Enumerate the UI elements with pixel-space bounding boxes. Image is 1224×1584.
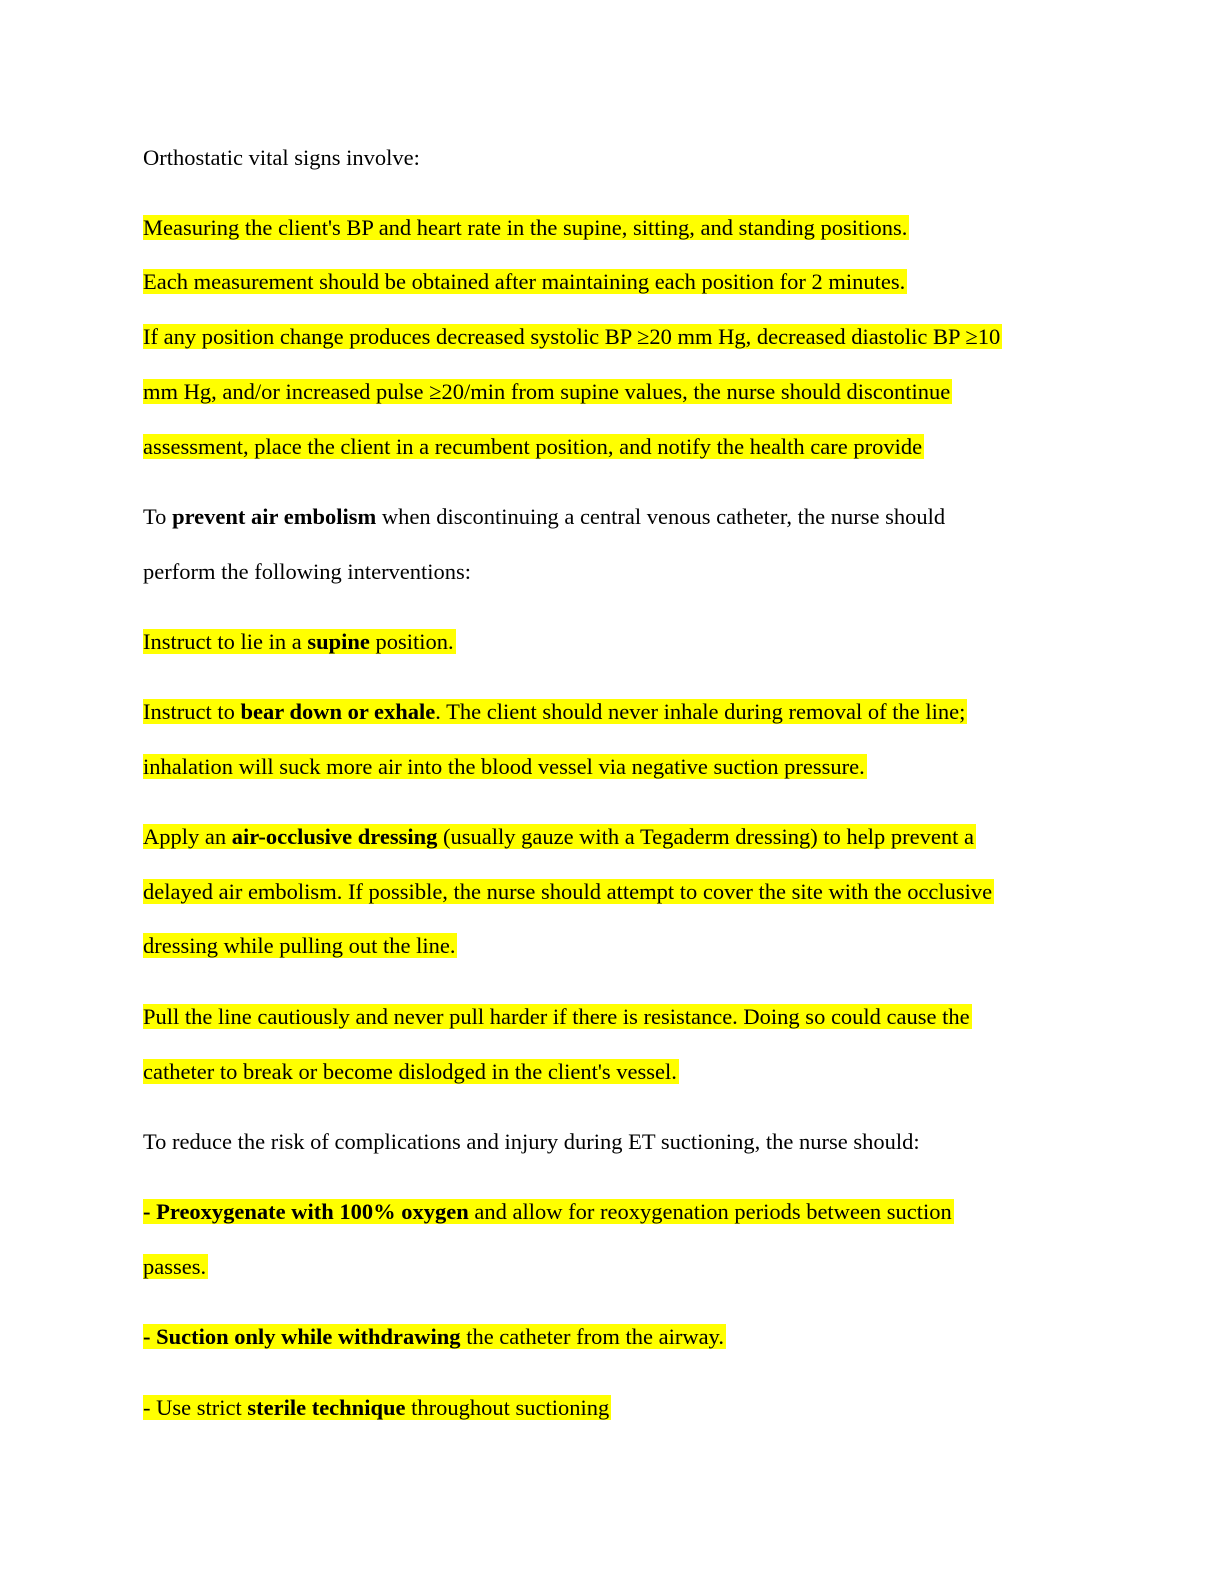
highlighted-text: Apply an air-occlusive dressing (usually gauze with a Tegaderm dressing) to help prevent a [143, 824, 974, 849]
suctioning-heading: To reduce the risk of complications and injury during ET suctioning, the nurse should: [143, 1129, 920, 1154]
highlighted-text: - Suction only while withdrawing the catheter from the airway. [143, 1324, 724, 1349]
orthostatic-item-2-line-4 [143, 433, 924, 460]
suctioning-item-3-line-1 [143, 1394, 611, 1421]
highlighted-text: - Preoxygenate with 100% oxygen and allow for reoxygenation periods between suction [143, 1199, 952, 1224]
highlighted-text: Measuring the client's BP and heart rate in the supine, sitting, and standing positions. [143, 215, 908, 240]
highlighted-text: mm Hg, and/or increased pulse ≥20/min from supine values, the nurse should discontinue [143, 379, 951, 404]
orthostatic-item-2-line-3 [143, 378, 952, 405]
air-embolism-item-2-line-2 [143, 753, 867, 780]
highlighted-text: - Use strict sterile technique throughout suctioning [143, 1395, 610, 1420]
air-embolism-item-3-line-2 [143, 878, 994, 905]
highlighted-text: dressing while pulling out the line. [143, 933, 456, 958]
highlighted-text: Instruct to bear down or exhale. The client should never inhale during removal of the line; [143, 699, 966, 724]
suctioning-item-1-line-1 [143, 1198, 954, 1225]
suctioning-item-1-line-2 [143, 1253, 208, 1280]
air-embolism-item-2-line-1 [143, 698, 967, 725]
orthostatic-item-2-line-2 [143, 323, 1002, 350]
highlighted-text: delayed air embolism. If possible, the nurse should attempt to cover the site with the occlusive [143, 879, 993, 904]
highlighted-text: Instruct to lie in a supine position. [143, 629, 454, 654]
orthostatic-heading: Orthostatic vital signs involve: [143, 145, 420, 170]
highlighted-text: inhalation will suck more air into the blood vessel via negative suction pressure. [143, 754, 865, 779]
air-embolism-item-1-line-1 [143, 628, 456, 655]
highlighted-text: catheter to break or become dislodged in the client's vessel. [143, 1059, 677, 1084]
air-embolism-item-3-line-3 [143, 932, 457, 959]
air-embolism-item-3-line-1 [143, 823, 976, 850]
orthostatic-item-2-line-1 [143, 268, 907, 295]
air-embolism-item-4-line-1 [143, 1003, 972, 1030]
highlighted-text: assessment, place the client in a recumbent position, and notify the health care provide [143, 434, 923, 459]
bold-term: prevent air embolism [172, 504, 377, 529]
highlighted-text: passes. [143, 1254, 207, 1279]
air-embolism-item-4-line-2 [143, 1058, 679, 1085]
air-embolism-intro-line-2: perform the following interventions: [143, 559, 472, 584]
highlighted-text: If any position change produces decreased systolic BP ≥20 mm Hg, decreased diastolic BP ≥10 [143, 324, 1001, 349]
suctioning-item-2-line-1 [143, 1323, 726, 1350]
highlighted-text: Pull the line cautiously and never pull harder if there is resistance. Doing so could cause the [143, 1004, 970, 1029]
orthostatic-item-1-line-1 [143, 214, 909, 241]
air-embolism-intro-line-1: To prevent air embolism when discontinuing a central venous catheter, the nurse should [143, 504, 946, 529]
highlighted-text: Each measurement should be obtained after maintaining each position for 2 minutes. [143, 269, 906, 294]
